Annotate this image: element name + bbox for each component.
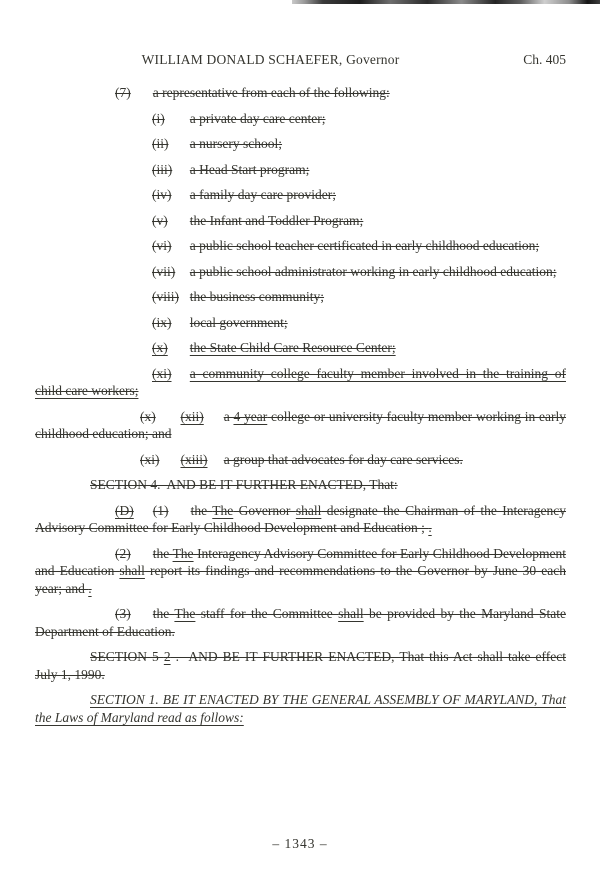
text-segment: The	[212, 502, 234, 518]
list-label: (xiii)	[180, 451, 208, 467]
text-segment: a	[223, 408, 234, 424]
text-segment: a community college faculty member involved in the training of child care workers;	[35, 365, 566, 398]
text-segment: be provided by the Maryland State Department of Education.	[35, 606, 566, 639]
text-segment: .	[428, 520, 432, 535]
list-label: (x)	[140, 408, 156, 424]
text-segment: the business community;	[189, 289, 325, 304]
page-number: – 1343 –	[272, 836, 328, 851]
paragraph	[35, 212, 566, 230]
text-segment: a private day care center;	[189, 110, 326, 126]
text-segment: the State Child Care Resource Center;	[189, 340, 396, 355]
paragraph	[35, 476, 566, 494]
list-label: (D)	[115, 502, 134, 518]
paragraph	[35, 314, 566, 332]
text-segment: staff for the Committee	[195, 606, 339, 621]
text-segment: the	[190, 502, 213, 518]
paragraph	[35, 451, 566, 469]
text-segment: a Head Start program;	[189, 161, 310, 177]
list-label: (1)	[152, 502, 169, 518]
document-body	[35, 84, 566, 726]
text-segment: a representative from each of the following:	[152, 85, 390, 100]
text-segment: SECTION 1. BE IT ENACTED BY THE GENERAL ASSEMBLY OF MARYLAND, That the Laws of Maryland read as follows:	[35, 692, 566, 725]
list-label: (ii)	[152, 136, 169, 151]
list-label: (3)	[115, 606, 131, 621]
text-segment: a public school teacher certificated in early childhood education;	[189, 238, 540, 253]
text-segment: the	[152, 606, 175, 621]
text-segment: designate the Chairman of the Interagency Advisory Committee for Early Childhood Development and Education ;	[35, 502, 567, 535]
paragraph	[35, 605, 566, 640]
paragraph	[35, 237, 566, 255]
paragraph	[35, 186, 566, 204]
paragraph	[35, 84, 566, 102]
text-segment: shall	[338, 606, 364, 621]
text-segment: shall	[119, 563, 145, 578]
text-segment: a group that advocates for day care services.	[223, 451, 463, 467]
text-segment: .	[88, 580, 92, 596]
list-label: (xii)	[180, 408, 204, 424]
list-label: (7)	[115, 85, 131, 100]
list-label: (xi)	[152, 365, 172, 381]
page-title: WILLIAM DONALD SCHAEFER, Governor	[141, 52, 400, 67]
list-label: (viii)	[152, 289, 179, 304]
paragraph	[35, 545, 566, 598]
paragraph	[35, 502, 566, 537]
paragraph	[35, 365, 566, 400]
list-label: (vii)	[152, 263, 176, 279]
list-label: (v)	[152, 212, 168, 228]
text-segment: 2	[163, 649, 171, 664]
list-label: (2)	[115, 545, 131, 561]
text-segment: Interagency Advisory Committee for Early Childhood Development and Education	[35, 545, 567, 578]
chapter-number: Ch. 405	[523, 52, 566, 67]
document-page	[35, 52, 566, 734]
text-segment: the Infant and Toddler Program;	[189, 212, 364, 228]
text-segment: The	[174, 606, 196, 621]
list-label: (x)	[152, 340, 168, 355]
text-segment: The	[172, 545, 194, 561]
text-segment: . AND BE IT FURTHER ENACTED, That this Act shall take effect July 1, 1990.	[35, 649, 567, 682]
text-segment: local government;	[189, 314, 288, 330]
text-segment: 4 year	[233, 408, 268, 424]
paragraph	[35, 648, 566, 683]
paragraph	[35, 288, 566, 306]
paragraph	[35, 161, 566, 179]
list-label: (iv)	[152, 187, 172, 202]
scan-artifact-bar	[292, 0, 600, 4]
page-header	[35, 52, 566, 70]
text-segment: shall	[295, 502, 322, 518]
text-segment: SECTION 4. AND BE IT FURTHER ENACTED, That:	[90, 477, 398, 492]
list-label: (vi)	[152, 238, 172, 253]
text-segment: report its findings and recommendations to the Governor by June 30 each year; and	[35, 563, 566, 596]
text-segment: a nursery school;	[189, 136, 283, 151]
list-label: (iii)	[152, 161, 173, 177]
paragraph	[35, 408, 566, 443]
paragraph	[35, 691, 566, 726]
list-label: (i)	[152, 110, 165, 126]
list-label: (xi)	[140, 451, 160, 467]
paragraph	[35, 110, 566, 128]
paragraph	[35, 263, 566, 281]
list-label: (ix)	[152, 314, 172, 330]
text-segment: college or university faculty member working in early childhood education; and	[35, 408, 567, 441]
paragraph	[35, 339, 566, 357]
paragraph	[35, 135, 566, 153]
text-segment: a public school administrator working in early childhood education;	[189, 263, 557, 279]
text-segment: Governor	[233, 502, 296, 518]
text-segment: SECTION 5	[90, 649, 164, 664]
text-segment: a family day care provider;	[189, 187, 336, 202]
text-segment: the	[152, 545, 173, 561]
